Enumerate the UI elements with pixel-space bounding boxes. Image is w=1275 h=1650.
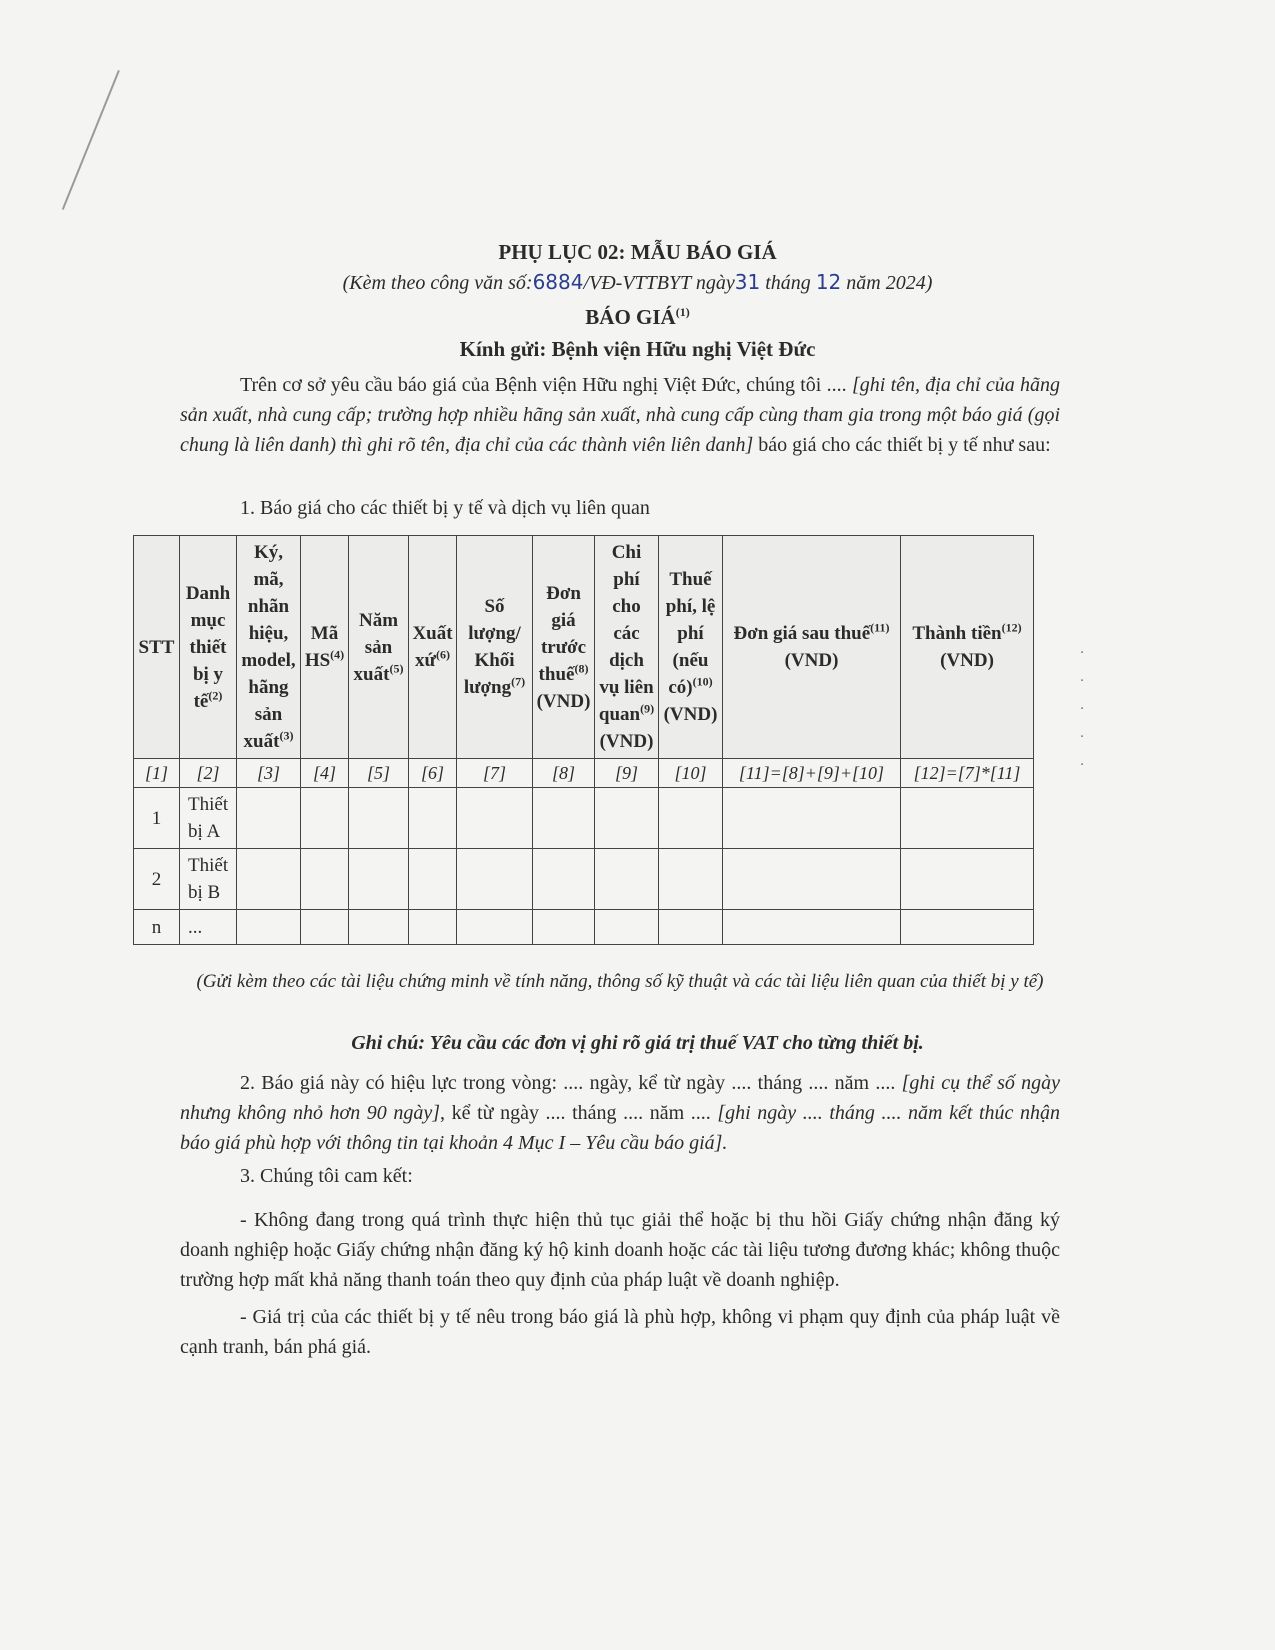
col-index: [3]: [237, 759, 301, 788]
column-index-row: [134, 759, 1034, 788]
ref-suffix: năm 2024): [846, 272, 933, 294]
row-stt: n: [134, 910, 180, 945]
table-row: [134, 788, 1034, 849]
doc-title-text: BÁO GIÁ: [585, 305, 676, 329]
doc-title-footnote: (1): [675, 305, 690, 319]
row-stt: 1: [134, 788, 180, 849]
scan-artifact-line: [62, 70, 120, 210]
commitment-2: - Giá trị của các thiết bị y tế nêu trong báo giá là phù hợp, không vi phạm quy định của pháp luật về cạnh tranh, bán phá giá.: [180, 1306, 1060, 1358]
section-3-heading: 3. Chúng tôi cam kết:: [240, 1165, 413, 1187]
col-index: [5]: [349, 759, 409, 788]
header-year: Năm sản xuất$^{(5)}$: [349, 536, 409, 759]
col-index: [7]: [457, 759, 533, 788]
doc-title: [0, 305, 1275, 330]
ref-number-handwritten: 6884: [532, 270, 584, 294]
intro-italic: [ghi tên, địa chỉ của hãng sản xuất, nhà cung cấp; trường hợp nhiều hãng sản xuất, nhà cung cấp cùng tham gia trong một báo giá (gọi chung là liên danh) thì ghi rõ tên, địa chỉ của các thành viên liên danh]: [180, 374, 1061, 456]
s2-plain-1: 2. Báo giá này có hiệu lực trong vòng: .... ngày, kể từ ngày .... tháng .... năm ....: [240, 1072, 896, 1094]
s2-plain-2: , kể từ ngày .... tháng .... năm ....: [440, 1102, 711, 1124]
appendix-title: PHỤ LỤC 02: MẪU BÁO GIÁ: [498, 240, 777, 264]
header-model: Ký, mã, nhãn hiệu, model, hãng sản xuất$^{(3)}$: [237, 536, 301, 759]
ref-month-label: tháng: [765, 272, 811, 294]
table-header-row: [134, 536, 1034, 759]
col-index: [4]: [301, 759, 349, 788]
header-hs-code: Mã HS$^{(4)}$: [301, 536, 349, 759]
recipient: Kính gửi: Bệnh viện Hữu nghị Việt Đức: [459, 337, 816, 361]
header-service-cost: Chi phí cho các dịch vụ liên quan$^{(9)}$ (VND): [595, 536, 659, 759]
ref-mid: /VĐ-VTTBYT ngày: [583, 272, 735, 294]
margin-scan-marks: · · · · ·: [1080, 646, 1085, 773]
row-item: Thiết bị A: [180, 788, 237, 849]
row-stt: 2: [134, 849, 180, 910]
intro-tail: báo giá cho các thiết bị y tế như sau:: [758, 434, 1051, 456]
ref-month-handwritten: 12: [815, 270, 842, 294]
row-item: ...: [180, 910, 237, 945]
col-index: [6]: [409, 759, 457, 788]
ref-day-handwritten: 31: [734, 270, 761, 294]
header-stt: STT: [134, 536, 180, 759]
header-total: Thành tiền$^{(12)}$ (VND): [901, 536, 1034, 759]
table-row: [134, 849, 1034, 910]
intro-paragraph: [180, 370, 1060, 460]
col-index: [9]: [595, 759, 659, 788]
quote-table: [133, 535, 1034, 945]
row-item: Thiết bị B: [180, 849, 237, 910]
attachment-note: (Gửi kèm theo các tài liệu chứng minh về tính năng, thông số kỹ thuật và các tài liệu liên quan của thiết bị y tế): [196, 971, 1044, 992]
section-2-paragraph: [180, 1068, 1060, 1158]
s2-italic-2: [ghi ngày .... tháng .... năm kết thúc nhận báo giá phù hợp với thông tin tại khoản 4 Mục I – Yêu cầu báo giá].: [180, 1102, 1060, 1154]
header-item-list: Danh mục thiết bị y tế$^{(2)}$: [180, 536, 237, 759]
col-index: [11]=[8]+[9]+[10]: [723, 759, 901, 788]
col-index: [8]: [533, 759, 595, 788]
header-unit-price-pre-tax: Đơn giá trước thuế$^{(8)}$ (VND): [533, 536, 595, 759]
section-1-heading: 1. Báo giá cho các thiết bị y tế và dịch vụ liên quan: [240, 497, 650, 519]
reference-line: [0, 270, 1275, 295]
ref-prefix: (Kèm theo công văn số:: [342, 272, 533, 294]
header-quantity: Số lượng/ Khối lượng$^{(7)}$: [457, 536, 533, 759]
col-index: [1]: [134, 759, 180, 788]
intro-plain: Trên cơ sở yêu cầu báo giá của Bệnh viện Hữu nghị Việt Đức, chúng tôi ....: [240, 374, 847, 396]
commitment-1: - Không đang trong quá trình thực hiện thủ tục giải thể hoặc bị thu hồi Giấy chứng nhận đăng ký doanh nghiệp hoặc Giấy chứng nhận đăng ký hộ kinh doanh hoặc các tài liệu tương đương khác; không thuộc trường hợp mất khả năng thanh toán theo quy định của pháp luật về doanh nghiệp.: [180, 1209, 1060, 1291]
header-origin: Xuất xứ$^{(6)}$: [409, 536, 457, 759]
vat-note: Ghi chú: Yêu cầu các đơn vị ghi rõ giá trị thuế VAT cho từng thiết bị.: [351, 1032, 924, 1054]
col-index: [10]: [659, 759, 723, 788]
table-row: [134, 910, 1034, 945]
col-index: [12]=[7]*[11]: [901, 759, 1034, 788]
header-fees: Thuế phí, lệ phí (nếu có)$^{(10)}$ (VND): [659, 536, 723, 759]
col-index: [2]: [180, 759, 237, 788]
s2-italic-1: [ghi cụ thể số ngày nhưng không nhỏ hơn 90 ngày]: [180, 1072, 1061, 1124]
header-unit-price-post-tax: Đơn giá sau thuế$^{(11)}$ (VND): [723, 536, 901, 759]
